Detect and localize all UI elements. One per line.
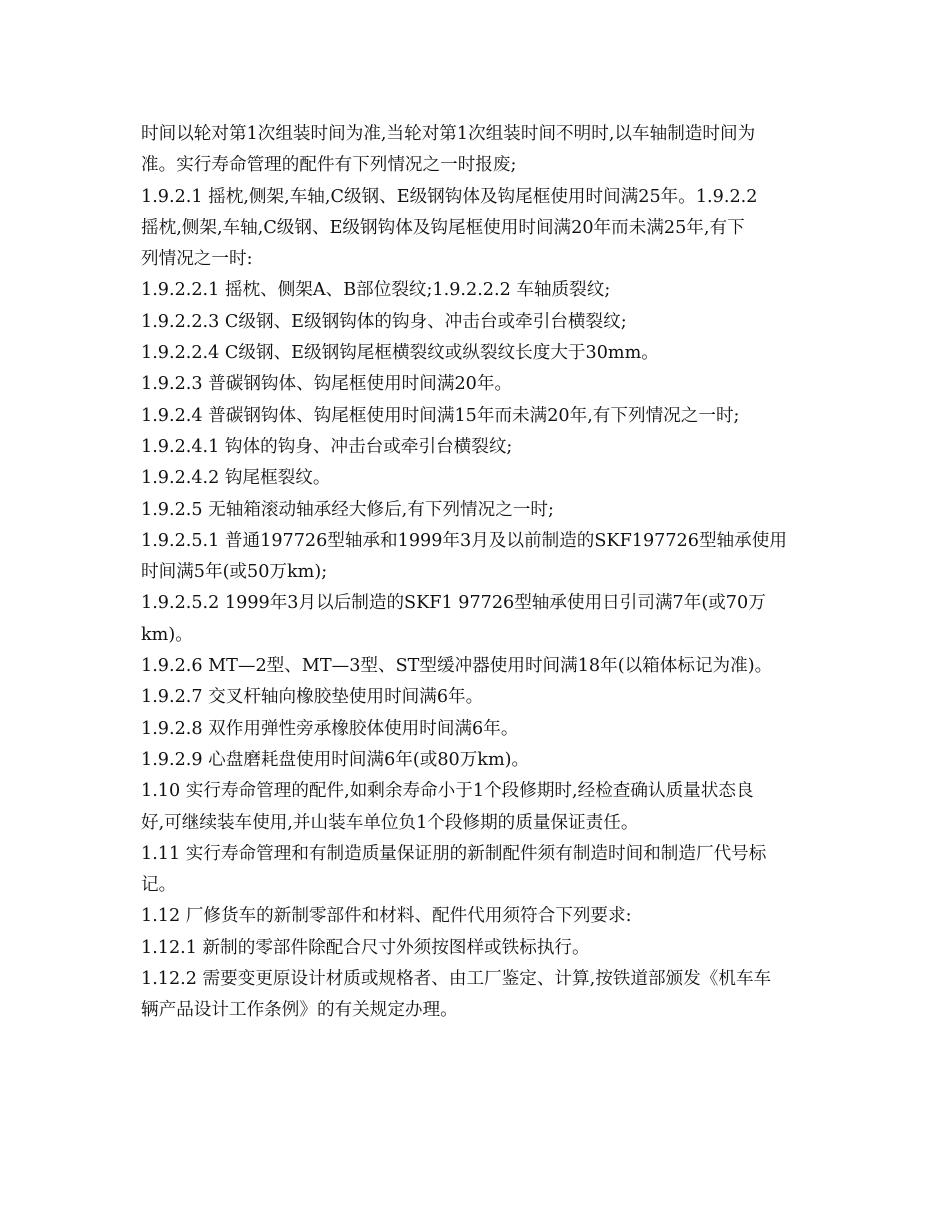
document-body xyxy=(141,119,813,1027)
text-line: 1.9.2.5 无轴箱滚动轴承经大修后,有下列情况之一时; xyxy=(141,499,554,520)
text-line: 1.9.2.1 摇枕,侧架,车轴,C级钢、E级钢钩体及钩尾框使用时间满25年。1.9.2.2 xyxy=(141,186,758,207)
text-line: 1.10 实行寿命管理的配件,如剩余寿命小于1个段修期时,经检查确认质量状态良 xyxy=(141,781,754,802)
text-line: 1.9.2.2.1 摇枕、侧架A、B部位裂纹;1.9.2.2.2 车轴质裂纹; xyxy=(141,280,611,301)
text-line: 时间以轮对第1次组装时间为准,当轮对第1次组装时间不明时,以车轴制造时间为 xyxy=(141,124,756,144)
text-line: 1.9.2.3 普碳钢钩体、钩尾框使用时间满20年。 xyxy=(141,374,513,395)
text-line: 1.9.2.7 交叉杆轴向橡胶垫使用时间满6年。 xyxy=(141,687,484,708)
text-line: 准。实行寿命管理的配件有下列情况之一时报废; xyxy=(141,155,517,176)
text-line: 辆产品设计工作条例》的有关规定办理。 xyxy=(141,1000,458,1021)
text-line: 1.9.2.2.3 C级钢、E级钢钩体的钩身、冲击台或牵引台横裂纹; xyxy=(141,311,627,332)
text-line: 1.9.2.4.1 钩体的钩身、冲击台或牵引台横裂纹; xyxy=(141,436,513,457)
text-line: 好,可继续装车使用,并山装车单位负1个段修期的质量保证责任。 xyxy=(141,812,639,833)
text-line: 1.9.2.5.1 普通197726型轴承和1999年3月及以前制造的SKF197726型轴承使用 xyxy=(141,530,787,551)
text-line: 1.12 厂修货车的新制零部件和材料、配件代用须符合下列要求: xyxy=(141,906,632,927)
text-line: 摇枕,侧架,车轴,C级钢、E级钢钩体及钩尾框使用时间满20年而未满25年,有下 xyxy=(141,217,745,238)
text-line: 1.9.2.2.4 C级钢、E级钢钩尾框横裂纹或纵裂纹长度大于30mm。 xyxy=(141,343,659,364)
text-line: 1.12.1 新制的零部件除配合尺寸外须按图样或铁标执行。 xyxy=(141,937,590,958)
text-line: km)。 xyxy=(141,624,193,645)
text-line: 1.9.2.8 双作用弹性旁承橡胶体使用时间满6年。 xyxy=(141,718,519,739)
text-line: 1.9.2.4.2 钩尾框裂纹。 xyxy=(141,468,331,489)
text-line: 1.9.2.6 MT—2型、MT—3型、ST型缓冲器使用时间满18年(以箱体标记为准)。 xyxy=(141,656,773,677)
text-line: 1.9.2.5.2 1999年3月以后制造的SKF1 97726型轴承使用日引司满7年(或70万 xyxy=(141,593,766,614)
text-line: 1.12.2 需要变更原设计材质或规格者、由工厂鉴定、计算,按铁道部颁发《机车车 xyxy=(141,969,772,990)
text-line: 记。 xyxy=(141,875,177,896)
text-line: 时间满5年(或50万km); xyxy=(141,562,328,583)
text-line: 1.11 实行寿命管理和有制造质量保证朋的新制配件须有制造时间和制造厂代号标 xyxy=(141,843,767,864)
text-line: 1.9.2.4 普碳钢钩体、钩尾框使用时间满15年而未满20年,有下列情况之一时; xyxy=(141,405,740,426)
text-line: 列情况之一时: xyxy=(141,249,253,270)
text-line: 1.9.2.9 心盘磨耗盘使用时间满6年(或80万km)。 xyxy=(141,749,530,770)
